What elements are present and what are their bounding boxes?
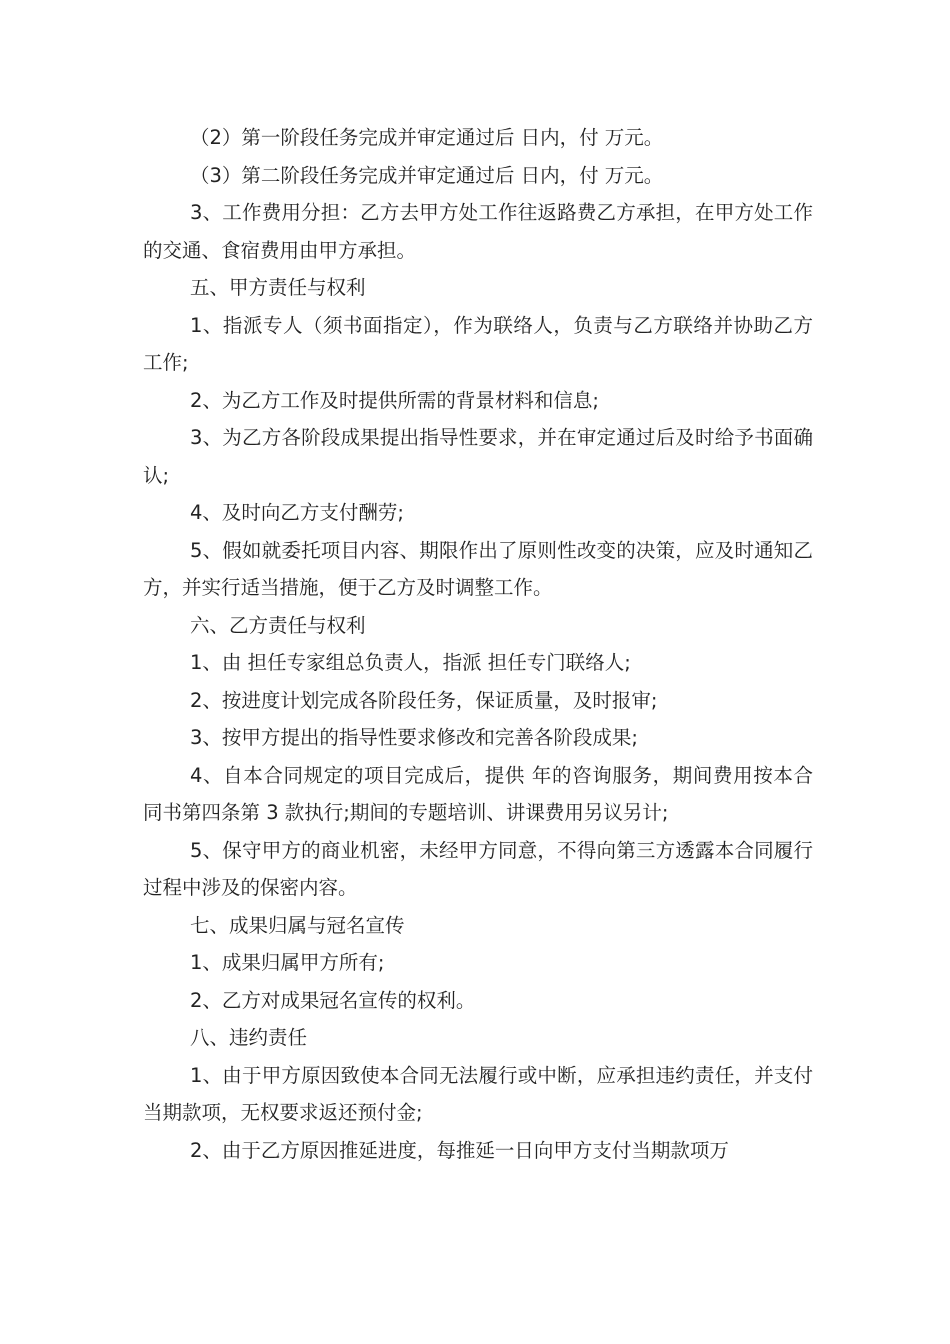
liability-item-1: 1、由于甲方原因致使本合同无法履行或中断，应承担违约责任，并支付当期款项，无权要求返还预付金; bbox=[143, 1063, 813, 1124]
section-heading-party-b: 六、乙方责任与权利 bbox=[190, 613, 366, 637]
section-heading-party-a: 五、甲方责任与权利 bbox=[190, 276, 366, 299]
party-a-item-1: 1、指派专人（须书面指定），作为联络人，负责与乙方联络并协助乙方工作; bbox=[143, 313, 813, 374]
party-b-item-2: 2、按进度计划完成各阶段任务，保证质量，及时报审; bbox=[190, 688, 658, 712]
section-heading-ownership: 七、成果归属与冠名宣传 bbox=[190, 913, 405, 937]
party-b-item-4: 4、自本合同规定的项目完成后，提供 年的咨询服务，期间费用按本合同书第四条第 3 款执行;期间的专题培训、讲课费用另议另计; bbox=[143, 763, 813, 824]
party-a-item-2: 2、为乙方工作及时提供所需的背景材料和信息; bbox=[190, 388, 599, 412]
document-body bbox=[143, 119, 813, 1169]
party-a-item-5: 5、假如就委托项目内容、期限作出了原则性改变的决策，应及时通知乙方，并实行适当措施，便于乙方及时调整工作。 bbox=[143, 538, 813, 599]
cost-sharing-clause: 3、工作费用分担：乙方去甲方处工作往返路费乙方承担，在甲方处工作的交通、食宿费用由甲方承担。 bbox=[143, 201, 813, 262]
party-b-item-1: 1、由 担任专家组总负责人，指派 担任专门联络人; bbox=[190, 651, 631, 674]
liability-item-2: 2、由于乙方原因推延进度，每推延一日向甲方支付当期款项万 bbox=[190, 1138, 729, 1162]
party-a-item-4: 4、及时向乙方支付酬劳; bbox=[190, 501, 404, 524]
party-b-item-5: 5、保守甲方的商业机密，未经甲方同意，不得向第三方透露本合同履行过程中涉及的保密内容。 bbox=[143, 838, 813, 899]
ownership-item-1: 1、成果归属甲方所有; bbox=[190, 951, 385, 974]
party-a-item-3: 3、为乙方各阶段成果提出指导性要求，并在审定通过后及时给予书面确认; bbox=[143, 426, 813, 487]
payment-stage-1: （2）第一阶段任务完成并审定通过后 日内，付 万元。 bbox=[190, 126, 664, 149]
section-heading-liability: 八、违约责任 bbox=[190, 1026, 308, 1049]
ownership-item-2: 2、乙方对成果冠名宣传的权利。 bbox=[190, 988, 476, 1012]
payment-stage-2: （3）第二阶段任务完成并审定通过后 日内，付 万元。 bbox=[190, 163, 664, 187]
party-b-item-3: 3、按甲方提出的指导性要求修改和完善各阶段成果; bbox=[190, 726, 638, 749]
